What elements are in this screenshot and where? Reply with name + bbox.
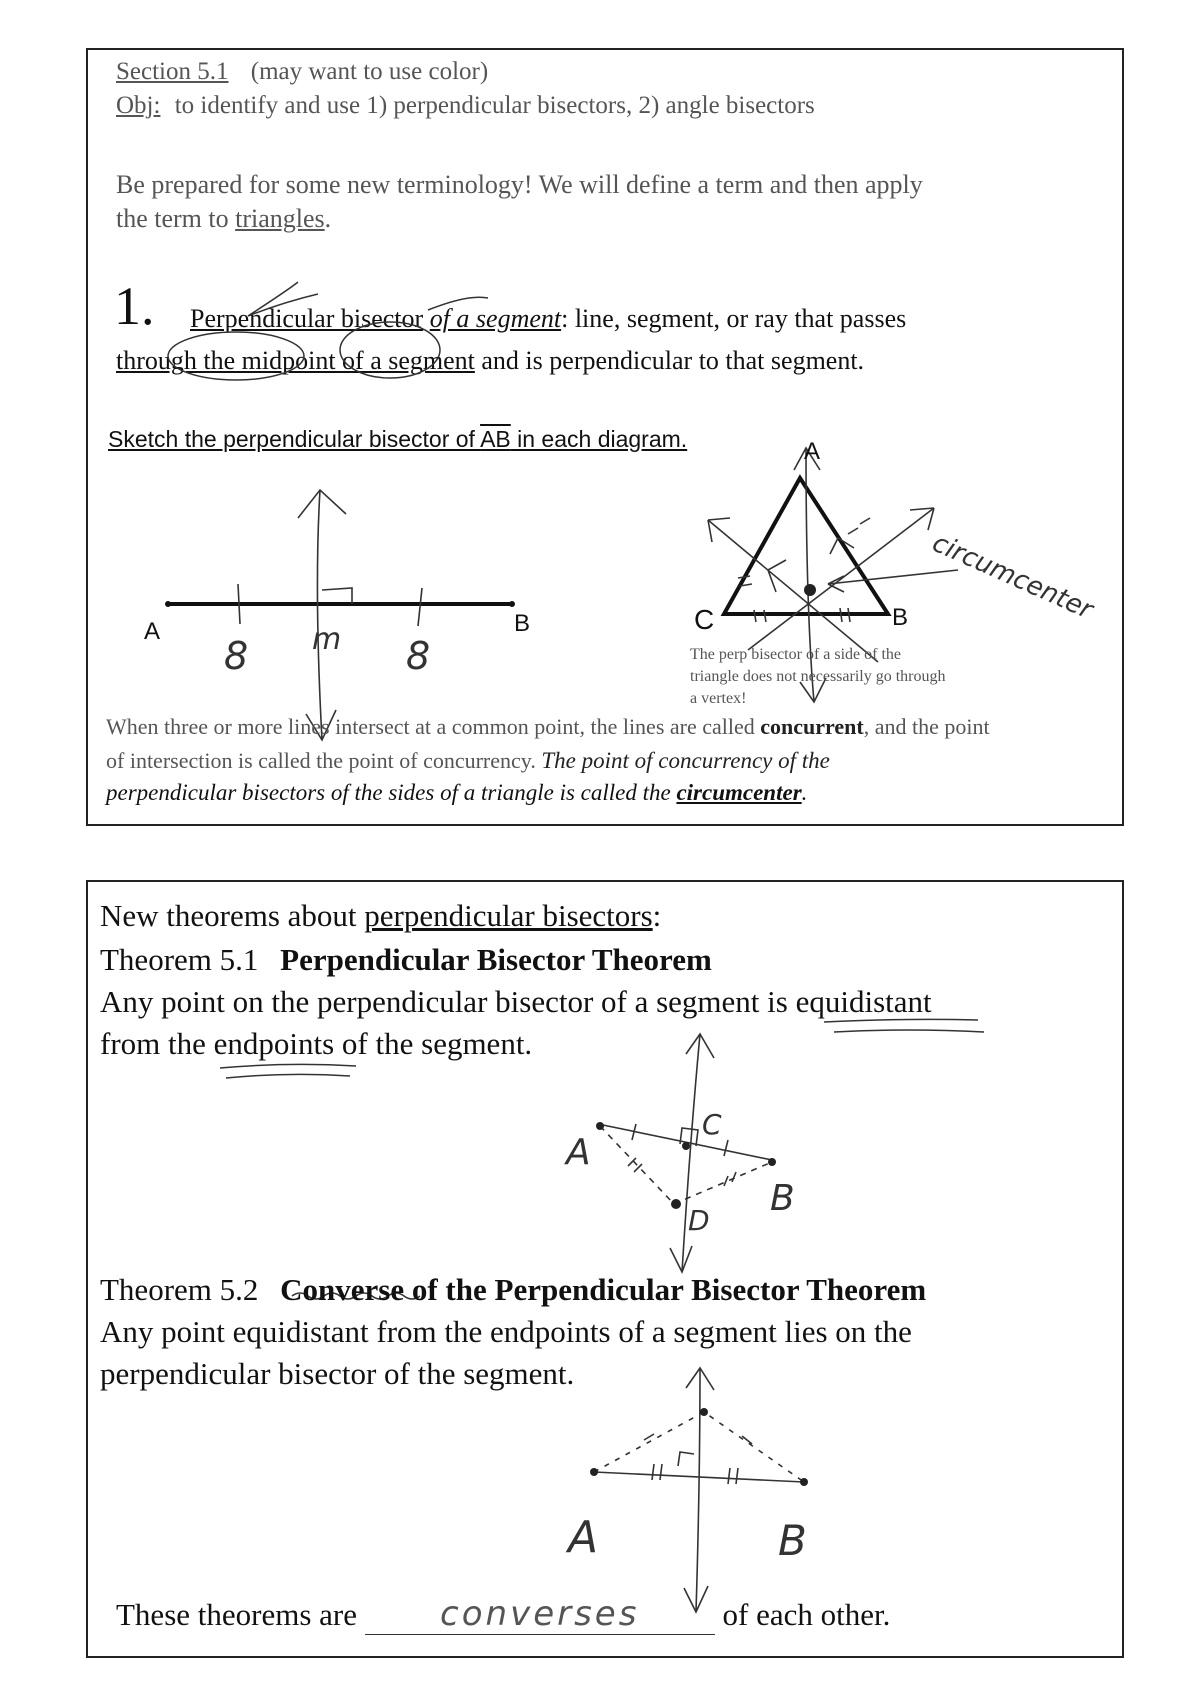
concurrency-line-3: [106, 780, 807, 806]
section-note: (may want to use color): [250, 58, 489, 85]
theorem-5-1-number: Theorem 5.1: [100, 942, 259, 977]
concurrency-italic-1: The point of concurrency of the: [541, 748, 830, 773]
heading-end: :: [652, 898, 662, 933]
fig1-hand-left-length: 8: [224, 634, 249, 678]
theorem-5-2-line-2: perpendicular bisector of the segment.: [100, 1356, 575, 1391]
bisector-left-side: [708, 520, 878, 662]
section-title: Section 5.1: [116, 58, 229, 85]
definition-text: : line, segment, or ray that passes: [561, 304, 907, 333]
intro-line-1: Be prepared for some new terminology! We will define a term and then apply: [116, 170, 923, 199]
objective-label: Obj:: [116, 92, 161, 119]
sketch-prompt-text: Sketch the perpendicular bisector of: [108, 426, 481, 452]
notes-panel-theorems: [86, 880, 1124, 1658]
segment-ab-label: AB: [480, 426, 511, 452]
closing-text: These theorems are: [116, 1597, 365, 1632]
concurrent-term: concurrent: [760, 714, 864, 739]
concurrency-text: When three or more lines intersect at a common point, the lines are called: [106, 714, 761, 739]
theorem-5-1-line-2: from the endpoints of the segment.: [100, 1026, 533, 1061]
fig2-hand-circumcenter: circumcenter: [927, 528, 1098, 626]
note-line-3: a vertex!: [690, 690, 747, 707]
fig4-label-b: B: [778, 1516, 807, 1565]
theorem-5-2-line-1: Any point equidistant from the endpoints of a segment lies on the: [100, 1314, 912, 1349]
concurrency-line-2-text: of intersection is called the point of concurrency.: [106, 748, 542, 773]
theorem-5-1-name: Perpendicular Bisector Theorem: [280, 942, 712, 977]
closing-answer-blank: converses: [365, 1594, 715, 1635]
circumcenter-pointer: [828, 570, 958, 584]
intro-line-2-end: .: [324, 204, 332, 233]
fig1-hand-midpoint: m: [312, 622, 342, 657]
fig3-label-b: B: [770, 1178, 795, 1219]
figure-theorem-5-2: [88, 882, 1126, 1660]
triangle-vertex-note: [690, 644, 946, 710]
closing-end: of each other.: [714, 1597, 891, 1632]
theorem-5-2-name: Converse of the Perpendicular Bisector Theorem: [280, 1272, 927, 1307]
definition-midpoint-phrase: through the midpoint of a segment: [116, 346, 475, 375]
concurrency-end: .: [801, 780, 808, 805]
fig4-perpendicular-line: [696, 1368, 700, 1612]
sketch-prompt-end: in each diagram.: [510, 426, 688, 452]
objective-text: to identify and use 1) perpendicular bisectors, 2) angle bisectors: [174, 92, 815, 119]
fig2-label-a: A: [804, 438, 821, 465]
concurrency-line-1: [106, 714, 990, 740]
fig4-point-a: [590, 1468, 598, 1476]
theorem-5-2-number: Theorem 5.2: [100, 1272, 259, 1307]
intro-triangles-word: triangles: [235, 204, 325, 233]
heading-text: New theorems about: [100, 898, 365, 933]
concurrency-line-2: [106, 748, 830, 774]
fig4-point-b: [800, 1478, 808, 1486]
closing-statement: [116, 1594, 890, 1635]
fig3-label-a: A: [566, 1132, 591, 1173]
fig3-label-d: D: [688, 1204, 710, 1237]
notes-panel-section-5-1: [86, 48, 1124, 826]
definition-term: Perpendicular bisector: [190, 304, 424, 333]
fig2-label-c: C: [694, 604, 715, 635]
definition-term-italic: of a segment: [429, 304, 562, 333]
fig3-label-c: C: [702, 1108, 722, 1141]
intro-line-2-text: the term to: [116, 204, 236, 233]
fig4-label-a: A: [568, 1512, 599, 1563]
theorem-5-1-line-1: Any point on the perpendicular bisector of a segment is equidistant: [100, 984, 932, 1019]
fig4-equidistant-point: [700, 1408, 708, 1416]
fig1-label-a: A: [144, 618, 161, 645]
note-line-1: The perp bisector of a side of the: [690, 646, 902, 663]
fig1-hand-right-length: 8: [406, 634, 431, 678]
heading-perpendicular-bisectors: perpendicular bisectors: [364, 898, 653, 933]
note-line-2: triangle does not necessarily go through: [690, 668, 946, 685]
definition-number: 1.: [114, 276, 155, 336]
fig2-label-b: B: [892, 604, 909, 631]
definition-line-2-rest: and is perpendicular to that segment.: [474, 346, 865, 375]
figure-triangle-circumcenter: [88, 50, 1126, 828]
fig1-label-b: B: [514, 610, 531, 637]
concurrency-line-1-end: , and the point: [863, 714, 990, 739]
circumcenter-point: [804, 584, 816, 596]
circumcenter-term: circumcenter: [676, 780, 802, 805]
concurrency-italic-2: perpendicular bisectors of the sides of a triangle is called the: [106, 780, 677, 805]
